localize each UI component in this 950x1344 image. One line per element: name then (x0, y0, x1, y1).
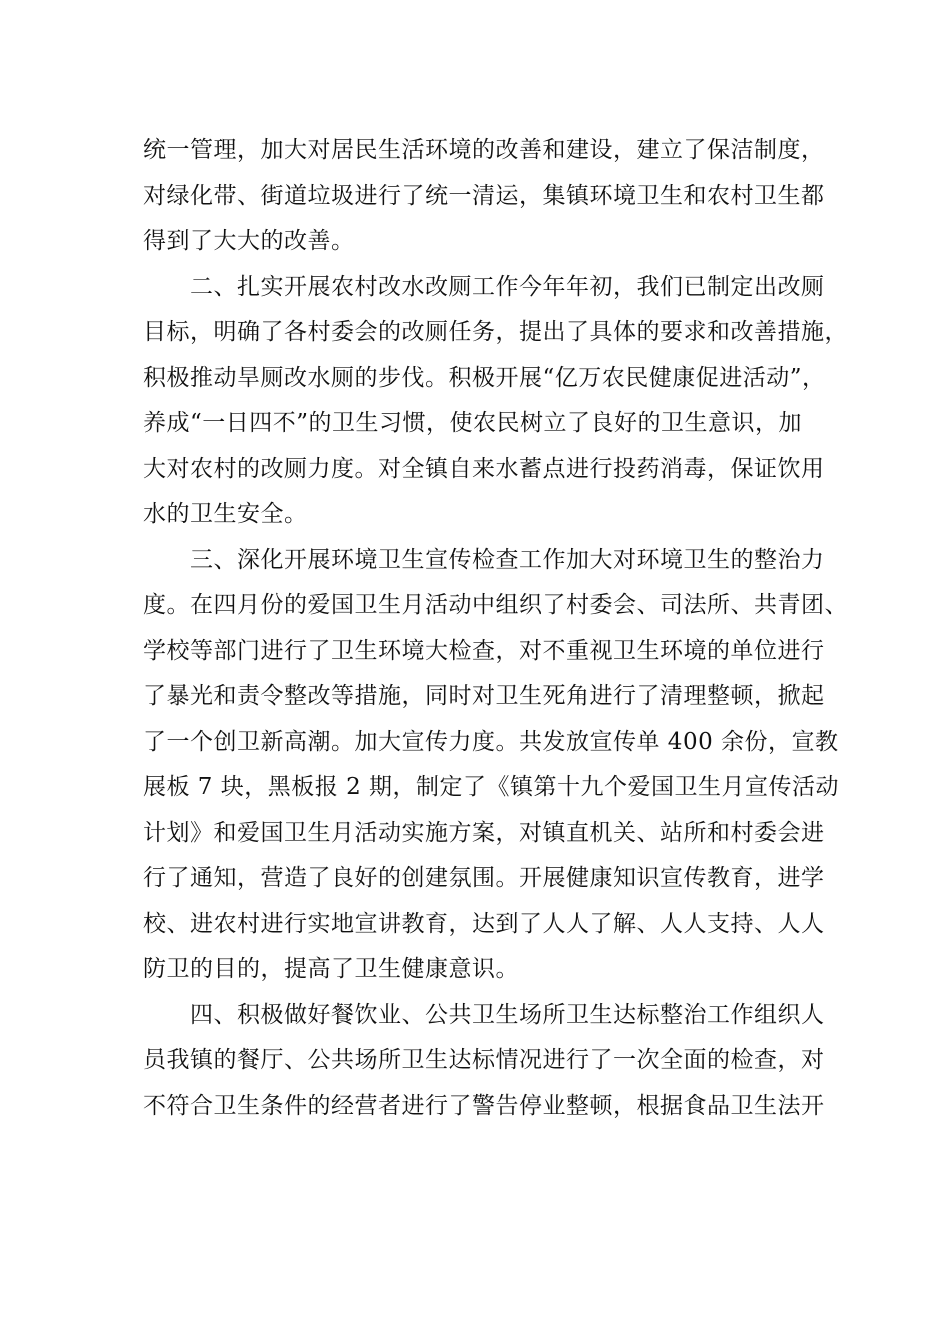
text-line: 大对农村的改厕力度。对全镇自来水蓄点进行投药消毒，保证饮用 (143, 455, 825, 482)
text-line: 不符合卫生条件的经营者进行了警告停业整顿，根据食品卫生法开 (143, 1092, 825, 1119)
text-line: 养成“一日四不”的卫生习惯，使农民树立了良好的卫生意识，加 (143, 410, 803, 436)
text-line: 水的卫生安全。 (143, 501, 308, 527)
paragraph (143, 538, 848, 993)
text-line: 得到了大大的改善。 (143, 228, 355, 254)
text-line: 展板 7 块，黑板报 2 期，制定了《镇第十九个爱国卫生月宣传活动 (143, 774, 840, 800)
paragraph (143, 128, 825, 265)
paragraph (143, 993, 825, 1130)
text-line: 度。在四月份的爱国卫生月活动中组织了村委会、司法所、共青团、 (143, 592, 848, 618)
text-line: 统一管理，加大对居民生活环境的改善和建设，建立了保洁制度， (143, 137, 825, 163)
text-line: 行了通知，营造了良好的创建氛围。开展健康知识宣传教育，进学 (143, 865, 825, 891)
text-line: 四、积极做好餐饮业、公共卫生场所卫生达标整治工作组织人 (190, 1001, 825, 1028)
text-line: 校、进农村进行实地宣讲教育，达到了人人了解、人人支持、人人 (143, 910, 825, 937)
paragraph (143, 265, 848, 538)
text-line: 防卫的目的，提高了卫生健康意识。 (143, 956, 519, 982)
text-line: 学校等部门进行了卫生环境大检查，对不重视卫生环境的单位进行 (143, 637, 825, 664)
text-line: 了一个创卫新高潮。加大宣传力度。共发放宣传单 400 余份，宣教 (143, 728, 839, 755)
text-line: 目标，明确了各村委会的改厕任务，提出了具体的要求和改善措施， (143, 319, 848, 345)
text-line: 二、扎实开展农村改水改厕工作今年年初，我们已制定出改厕 (190, 273, 825, 300)
text-line: 了暴光和责令整改等措施，同时对卫生死角进行了清理整顿，掀起 (143, 683, 825, 709)
document-body (143, 128, 848, 1129)
text-line: 对绿化带、街道垃圾进行了统一清运，集镇环境卫生和农村卫生都 (143, 182, 825, 209)
text-line: 计划》和爱国卫生月活动实施方案，对镇直机关、站所和村委会进 (143, 819, 825, 846)
text-line: 积极推动旱厕改水厕的步伐。积极开展“亿万农民健康促进活动”， (143, 364, 826, 391)
text-line: 员我镇的餐厅、公共场所卫生达标情况进行了一次全面的检查，对 (143, 1047, 825, 1073)
text-line: 三、深化开展环境卫生宣传检查工作加大对环境卫生的整治力 (190, 546, 825, 573)
